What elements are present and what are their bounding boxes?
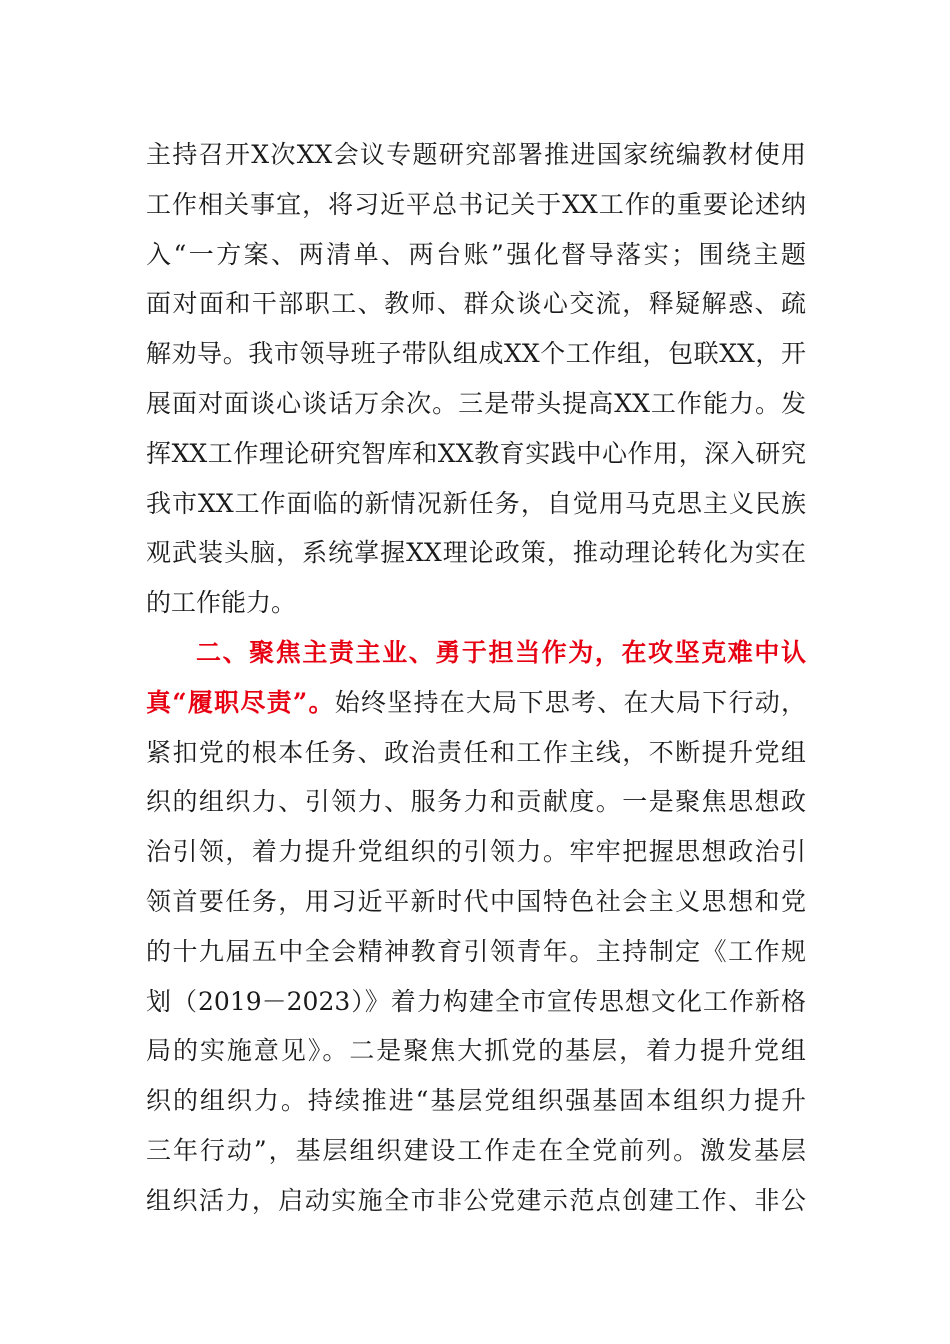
text-line: 入“一方案、两清单、两台账”强化督导落实；围绕主题 (146, 239, 806, 269)
text-line: 织的组织力。持续推进“基层党组织强基固本组织力提升 (146, 1086, 806, 1116)
text-line: 解劝导。我市领导班子带队组成XX个工作组，包联XX，开 (146, 339, 806, 369)
text-line: 主持召开X次XX会议专题研究部署推进国家统编教材使用 (146, 140, 806, 169)
paragraph-1 (146, 130, 806, 628)
text-line: 面对面和干部职工、教师、群众谈心交流，释疑解惑、疏 (146, 289, 806, 319)
document-body (146, 130, 806, 1226)
text-line: 的工作能力。 (146, 588, 297, 618)
text-line: 紧扣党的根本任务、政治责任和工作主线，不断提升党组 (146, 737, 806, 767)
text-line: 我市XX工作面临的新情况新任务，自觉用马克思主义民族 (146, 488, 806, 518)
text-line: 领首要任务，用习近平新时代中国特色社会主义思想和党 (146, 886, 806, 916)
text-line: 局的实施意见》。二是聚焦大抓党的基层，着力提升党组 (146, 1036, 806, 1066)
text-line: 治引领，着力提升党组织的引领力。牢牢把握思想政治引 (146, 837, 806, 867)
text-line: 观武装头脑，系统掌握XX理论政策，推动理论转化为实在 (146, 538, 806, 568)
text-line: 工作相关事宜，将习近平总书记关于XX工作的重要论述纳 (146, 189, 806, 219)
text-line-mixed (146, 678, 806, 728)
text-line: 展面对面谈心谈话万余次。三是带头提高XX工作能力。发 (146, 388, 806, 418)
section-heading: 二、聚焦主责主业、勇于担当作为，在攻坚克难中认 (196, 637, 806, 667)
text-segment: 始终坚持在大局下思考、在大局下行动， (334, 687, 806, 717)
text-line: 组织活力，启动实施全市非公党建示范点创建工作、非公 (146, 1185, 806, 1215)
paragraph-2 (146, 628, 806, 1226)
text-line: 三年行动”，基层组织建设工作走在全党前列。激发基层 (146, 1135, 806, 1165)
text-line: 的十九届五中全会精神教育引领青年。主持制定《工作规 (146, 936, 806, 966)
text-line: 挥XX工作理论研究智库和XX教育实践中心作用，深入研究 (146, 438, 806, 468)
section-heading-continued: 真“履职尽责”。 (146, 687, 335, 717)
text-line: 织的组织力、引领力、服务力和贡献度。一是聚焦思想政 (146, 787, 806, 817)
text-line: 划（2019－2023）》着力构建全市宣传思想文化工作新格 (146, 986, 806, 1016)
